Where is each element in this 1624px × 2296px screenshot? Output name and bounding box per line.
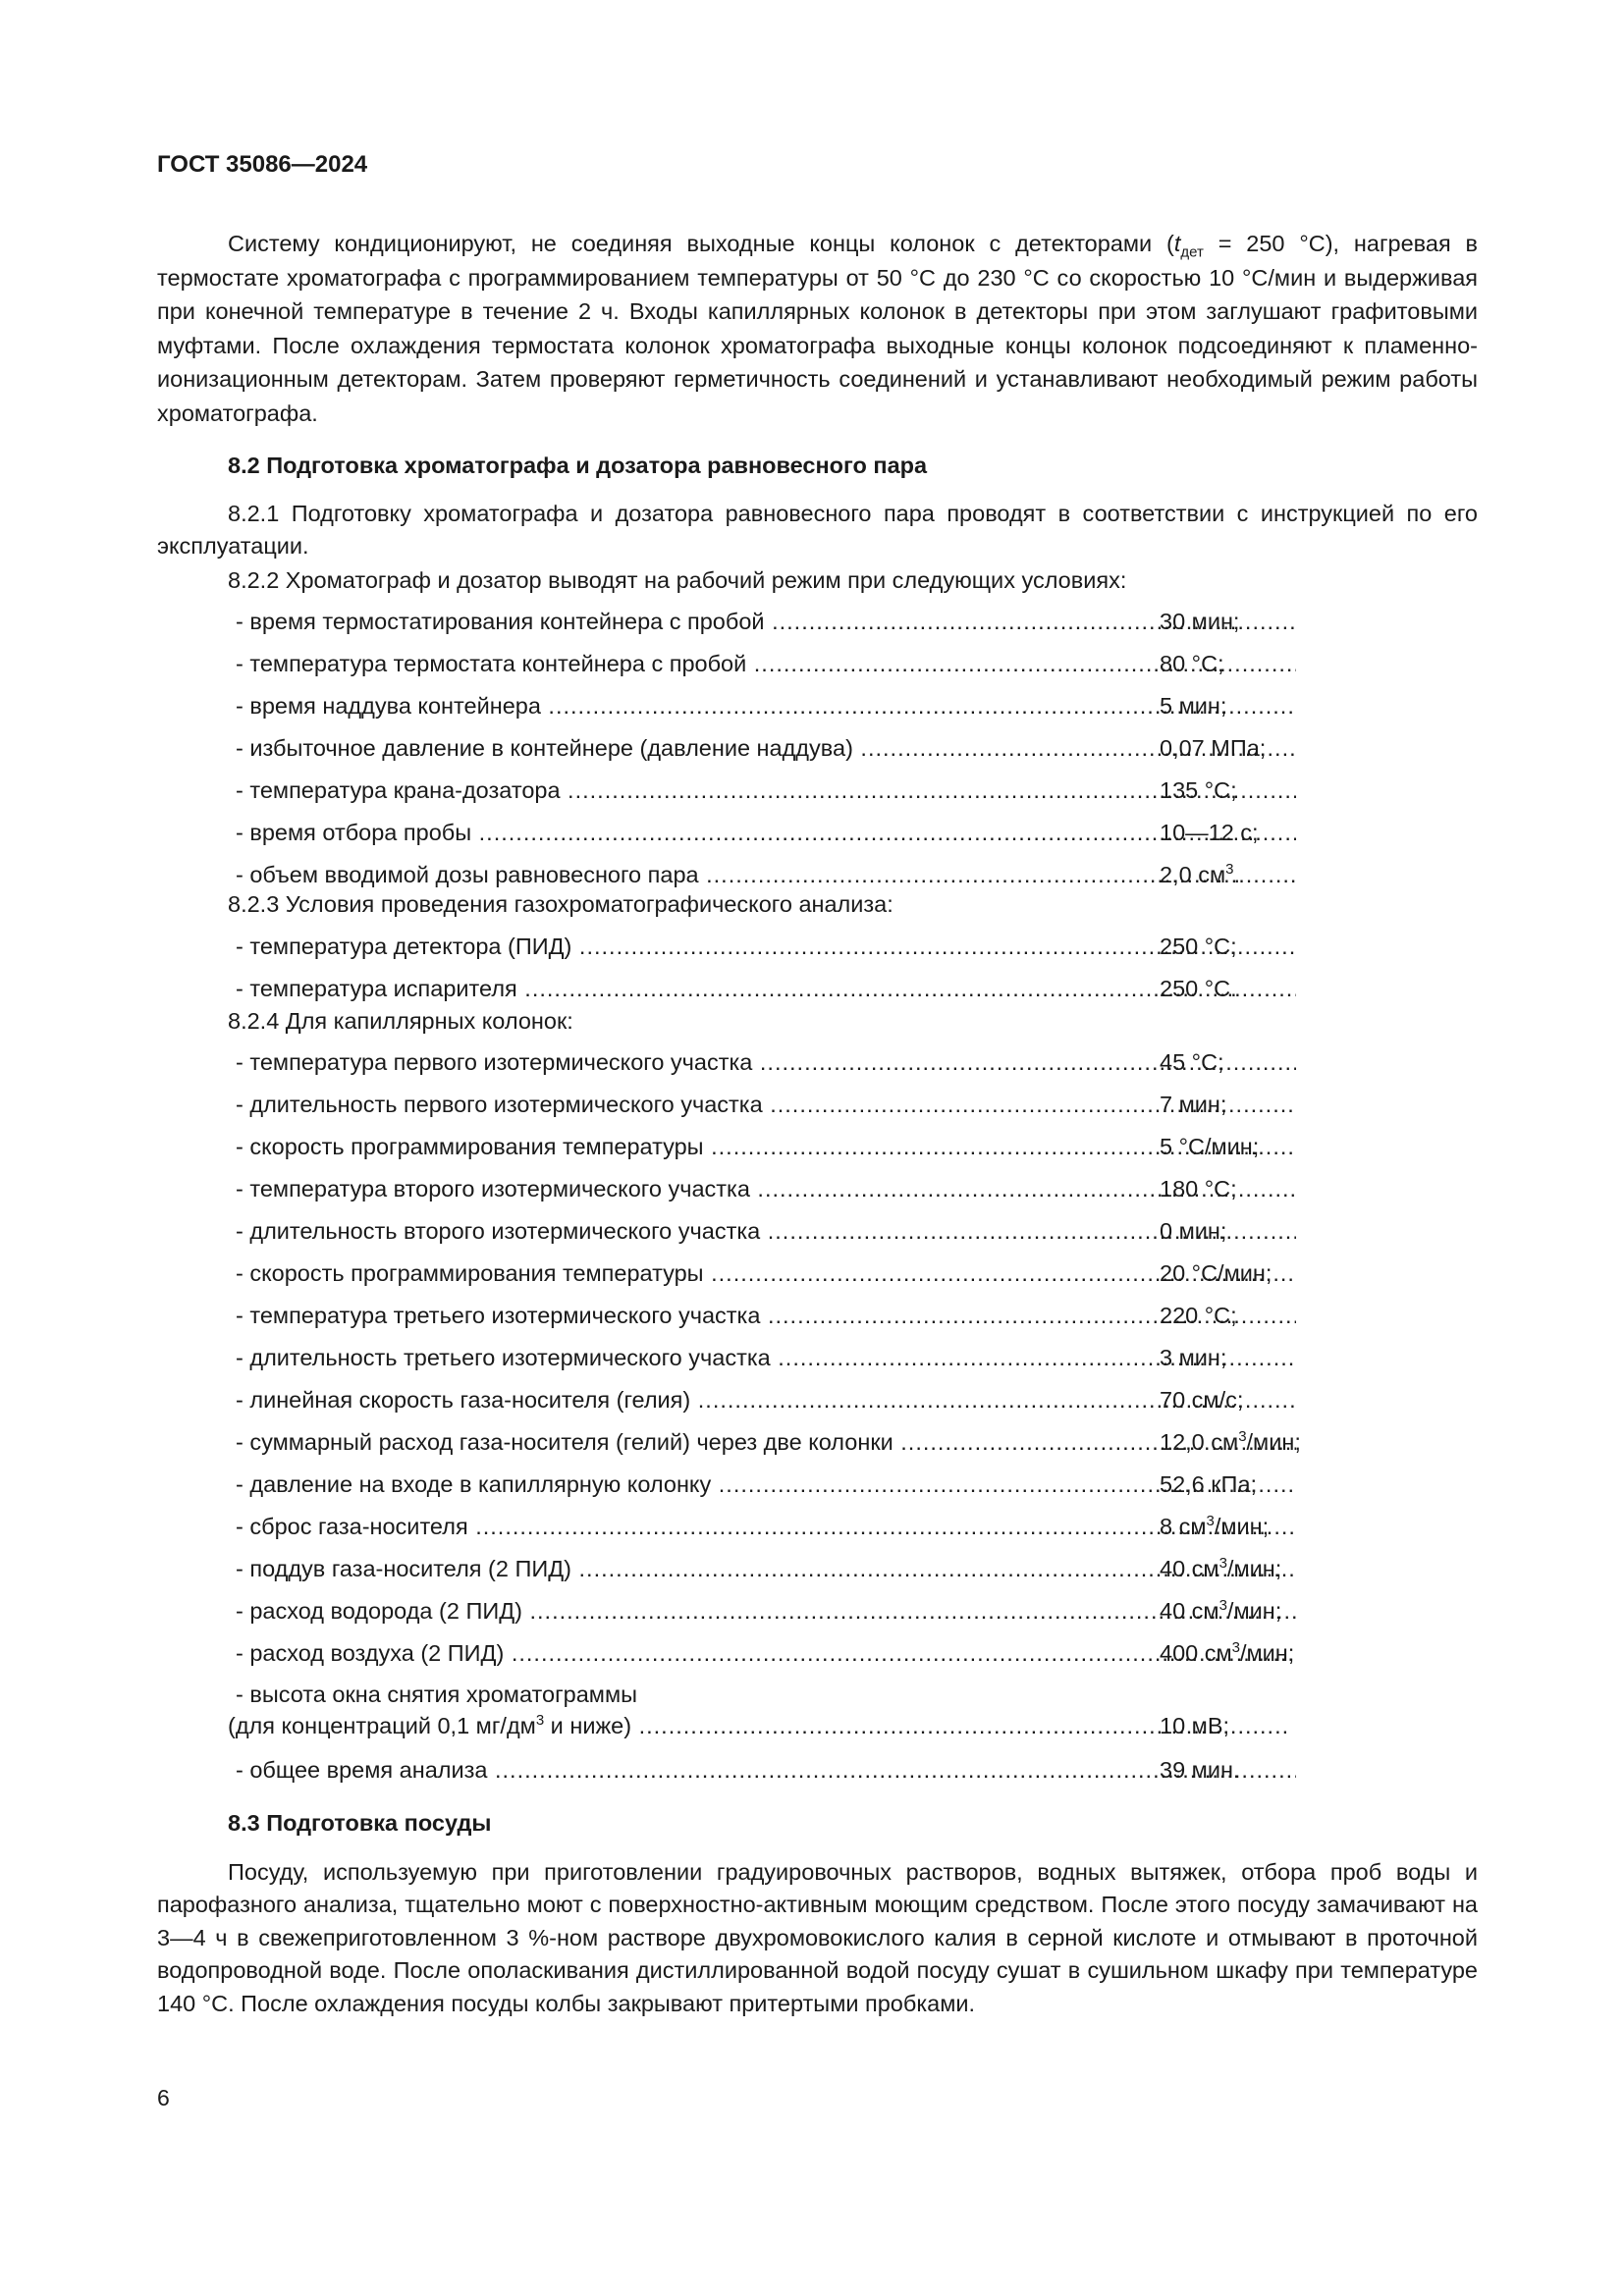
item-value — [1160, 930, 1237, 963]
paragraph-8-2-1: 8.2.1 Подготовку хроматографа и дозатора равновесного пара проводят в соответствии с инструкцией по его эксплуатации. — [157, 501, 1478, 559]
value-text: 70 см/с; — [1160, 1387, 1244, 1413]
item-value — [1160, 1552, 1281, 1585]
value-text: 250 °C. — [1160, 976, 1237, 1001]
list-item — [157, 1341, 1478, 1383]
item-value: 10 мВ; — [1160, 1713, 1230, 1738]
item-label — [236, 1510, 1296, 1543]
item-value — [1160, 647, 1224, 680]
label-text: - температура второго изотермического участка — [236, 1176, 750, 1201]
label-text: - давление на входе в капиллярную колонку — [236, 1471, 712, 1497]
list-item — [157, 1636, 1478, 1679]
value-text: 0,07 МПа; — [1160, 735, 1267, 761]
value-text: 7 мин; — [1160, 1092, 1227, 1117]
label-text: - объем вводимой дозы равновесного пара — [236, 862, 699, 887]
value-tail: /мин; — [1226, 1556, 1282, 1581]
label-text: - длительность третьего изотермического участка — [236, 1345, 771, 1370]
item-value — [1160, 858, 1240, 891]
label-text: - длительность второго изотермического участка — [236, 1218, 761, 1244]
item-label — [236, 1341, 1296, 1374]
item-value — [1160, 1341, 1226, 1374]
value-text: 40 см — [1160, 1598, 1219, 1624]
label-text: - время наддува контейнера — [236, 693, 541, 719]
label-text: - поддув газа-носителя (2 ПИД) — [236, 1556, 571, 1581]
value-text: 30 мин; — [1160, 609, 1240, 634]
value-text: 220 °C; — [1160, 1303, 1237, 1328]
list-item — [157, 1214, 1478, 1256]
label-text: - суммарный расход газа-носителя (гелий) через две колонки — [236, 1429, 893, 1455]
list-item — [157, 774, 1478, 816]
item-value — [1160, 1088, 1226, 1121]
item-label — [236, 689, 1296, 722]
value-text: 2,0 см — [1160, 862, 1226, 887]
value-text: 180 °C; — [1160, 1176, 1237, 1201]
list-item — [157, 1299, 1478, 1341]
section-8-2-heading: 8.2 Подготовка хроматографа и дозатора равновесного пара — [228, 453, 928, 478]
t-subscript: дет — [1180, 243, 1204, 261]
value-text: 400 см — [1160, 1640, 1232, 1666]
value-tail: /мин; — [1226, 1598, 1282, 1624]
value-text: 3 мин; — [1160, 1345, 1227, 1370]
label-text: - избыточное давление в контейнере (давление наддува) — [236, 735, 853, 761]
value-text: 5 мин; — [1160, 693, 1227, 719]
item-label — [236, 1594, 1296, 1628]
value-text: 0 мин; — [1160, 1218, 1227, 1244]
label-text: - температура испарителя — [236, 976, 517, 1001]
value-tail: /мин; — [1240, 1640, 1295, 1666]
superscript: 3 — [1218, 1597, 1227, 1614]
conditions-list-8-2-3 — [157, 930, 1478, 1014]
item-value — [1160, 605, 1239, 638]
paragraph-8-2-2: 8.2.2 Хроматограф и дозатор выводят на рабочий режим при следующих условиях: — [228, 567, 1127, 593]
item-value — [1160, 1468, 1257, 1501]
item-value — [1160, 1045, 1224, 1079]
intro-paragraph — [157, 227, 1478, 430]
conditions-list-8-2-4 — [157, 1045, 1478, 1679]
item-label — [236, 1552, 1296, 1585]
label-text: - температура третьего изотермического участка — [236, 1303, 761, 1328]
list-item — [157, 605, 1478, 647]
section-8-3-heading: 8.3 Подготовка посуды — [228, 1810, 492, 1836]
paragraph-8-2-3: 8.2.3 Условия проведения газохроматографического анализа: — [228, 891, 893, 917]
item-label — [236, 1383, 1296, 1416]
item-value — [1160, 1130, 1259, 1163]
value-text: 8 см — [1160, 1514, 1207, 1539]
list-item — [157, 1425, 1478, 1468]
superscript: 3 — [1238, 1428, 1247, 1445]
superscript: 3 — [1231, 1639, 1240, 1656]
list-item — [157, 647, 1478, 689]
paragraph-8-2-4: 8.2.4 Для капиллярных колонок: — [228, 1008, 573, 1034]
item-label — [236, 1299, 1296, 1332]
list-item — [157, 816, 1478, 858]
label-text: - температура крана-дозатора — [236, 777, 561, 803]
intro-text-part2: = 250 °C), нагревая в термостате хроматографа с программированием температуры от 50 °C до 230 °C со скоростью 10 °C/мин и выдерживая при конечной температуре в течение 2 ч. Входы капиллярных колонок в детекторы при этом заглушают графитовыми муфтами. После охлаждения термостата колонок хроматографа выходные концы колонок подсоединяют к пламенно-ионизационным детекторам. Затем проверяют герметичность соединений и устанавливают необходимый режим работы хроматографа. — [157, 231, 1478, 426]
superscript: 3 — [535, 1712, 545, 1729]
item-value — [1160, 1299, 1237, 1332]
item-value — [1160, 816, 1259, 849]
item-value — [1160, 731, 1266, 765]
item-label — [236, 1214, 1296, 1248]
list-item — [157, 731, 1478, 774]
label-text: - общее время анализа — [236, 1757, 488, 1783]
superscript: 3 — [1218, 1555, 1227, 1572]
item-label — [236, 858, 1296, 891]
label-part: и ниже) — [544, 1713, 632, 1738]
value-text: 80 °C; — [1160, 651, 1224, 676]
value-text: 20 °C/мин; — [1160, 1260, 1272, 1286]
intro-text-part1: Систему кондиционируют, не соединяя выходные концы колонок с детекторами ( — [228, 231, 1174, 256]
item-label — [236, 731, 1296, 765]
paragraph-8-3: Посуду, используемую при приготовлении градуировочных растворов, водных вытяжек, отбора проб воды и парофазного анализа, тщательно моют с поверхностно-активным моющим средством. После этого посуду замачивают на 3—4 ч в свежеприготовленном 3 %-ном растворе двухромовокислого калия в серной кислоте и отмывают в проточной водопроводной воде. После ополаскивания дистиллированной водой посуду сушат в сушильном шкафу при температуре 140 °C. После охлаждения посуды колбы закрывают притертыми пробками. — [157, 1859, 1478, 2016]
window-height-item — [157, 1679, 1478, 1795]
document-header: ГОСТ 35086—2024 — [157, 151, 368, 178]
item-value — [1160, 774, 1237, 807]
value-text: 45 °C; — [1160, 1049, 1224, 1075]
item-label — [236, 605, 1296, 638]
item-label — [236, 647, 1296, 680]
item-value — [1160, 1383, 1243, 1416]
item-value: 39 мин. — [1160, 1757, 1240, 1783]
item-value — [1160, 972, 1237, 1005]
item-value — [1160, 1510, 1269, 1543]
value-text: 52,6 кПа; — [1160, 1471, 1258, 1497]
item-label — [236, 1045, 1296, 1079]
value-text: 135 °C; — [1160, 777, 1237, 803]
item-label — [236, 1636, 1296, 1670]
item-label — [236, 774, 1296, 807]
list-item — [157, 1594, 1478, 1636]
item-value — [1160, 1425, 1301, 1459]
list-item — [157, 1468, 1478, 1510]
label-text: - время отбора пробы — [236, 820, 472, 845]
item-label — [236, 1088, 1296, 1121]
superscript: 3 — [1225, 861, 1234, 878]
label-text: - температура термостата контейнера с пробой — [236, 651, 747, 676]
label-text: - скорость программирования температуры — [236, 1134, 704, 1159]
value-text: 10—12 с; — [1160, 820, 1259, 845]
item-label — [236, 816, 1296, 849]
value-tail: /мин; — [1246, 1429, 1301, 1455]
list-item — [157, 1552, 1478, 1594]
list-item — [157, 1679, 1478, 1753]
value-tail: /мин; — [1214, 1514, 1270, 1539]
value-text: 250 °C; — [1160, 934, 1237, 959]
value-text: 5 °C/мин; — [1160, 1134, 1260, 1159]
item-label — [236, 972, 1296, 1005]
item-value — [1160, 1636, 1294, 1670]
item-value — [1160, 689, 1226, 722]
list-item — [157, 1172, 1478, 1214]
label-text: - расход водорода (2 ПИД) — [236, 1598, 522, 1624]
item-value — [1160, 1172, 1237, 1205]
label-text: - температура детектора (ПИД) — [236, 934, 572, 959]
list-item — [157, 1130, 1478, 1172]
label-part: (для концентраций 0,1 мг/дм — [228, 1713, 536, 1738]
list-item — [157, 1256, 1478, 1299]
label-text: - расход воздуха (2 ПИД) — [236, 1640, 505, 1666]
list-item — [157, 1088, 1478, 1130]
item-value — [1160, 1214, 1226, 1248]
value-text: 12,0 см — [1160, 1429, 1239, 1455]
list-item — [157, 1383, 1478, 1425]
label-text: - температура первого изотермического участка — [236, 1049, 753, 1075]
list-item — [157, 1045, 1478, 1088]
item-value — [1160, 1594, 1281, 1628]
item-label — [236, 1256, 1296, 1290]
item-label — [236, 1468, 1296, 1501]
item-label — [236, 930, 1296, 963]
list-item — [157, 930, 1478, 972]
label-text: - длительность первого изотермического участка — [236, 1092, 763, 1117]
list-item — [157, 1753, 1478, 1795]
item-value — [1160, 1256, 1272, 1290]
label-text: - скорость программирования температуры — [236, 1260, 704, 1286]
label-text: - время термостатирования контейнера с пробой — [236, 609, 765, 634]
superscript: 3 — [1206, 1513, 1215, 1529]
item-label-line1: - высота окна снятия хроматограммы — [236, 1682, 638, 1707]
value-tail: . — [1233, 862, 1240, 887]
list-item — [157, 1510, 1478, 1552]
t-symbol: t — [1173, 231, 1181, 256]
conditions-list-8-2-2 — [157, 605, 1478, 900]
value-text: 40 см — [1160, 1556, 1219, 1581]
item-label-line2 — [228, 1710, 1288, 1741]
label-text: - линейная скорость газа-носителя (гелия) — [236, 1387, 691, 1413]
list-item — [157, 689, 1478, 731]
item-label — [236, 1130, 1296, 1163]
page-number: 6 — [157, 2085, 170, 2110]
item-label — [236, 1753, 1296, 1787]
item-label — [236, 1425, 1296, 1459]
label-text: - сброс газа-носителя — [236, 1514, 468, 1539]
item-label — [236, 1172, 1296, 1205]
